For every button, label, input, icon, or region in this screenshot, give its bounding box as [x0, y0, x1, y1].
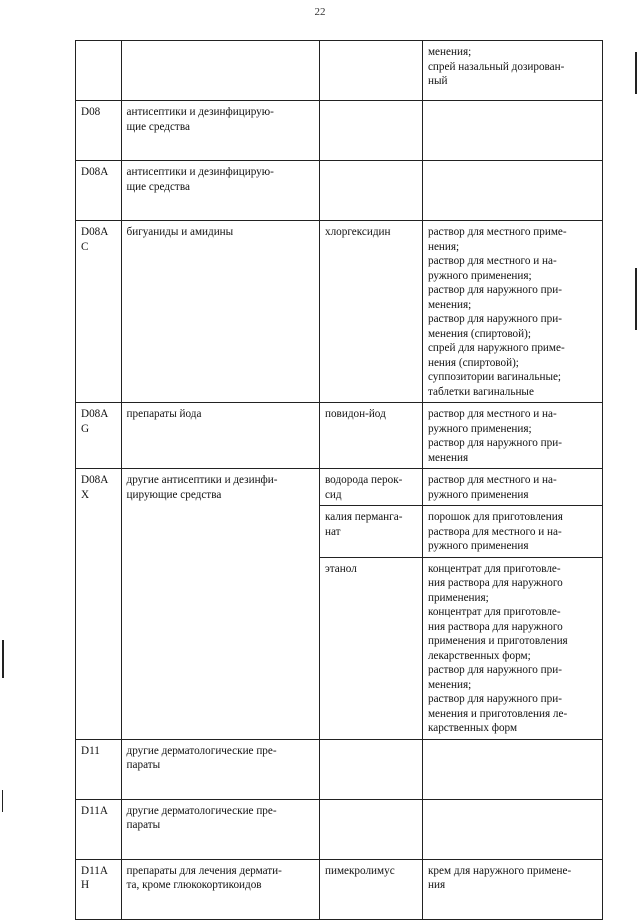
substance-cell: водорода перок- сид [319, 469, 422, 506]
substance-cell [319, 161, 422, 221]
scan-edge-mark [2, 790, 3, 812]
scan-edge-mark [635, 52, 637, 94]
dosage-forms-cell: концентрат для приготовле- ния раствора для наружного применения; концентрат для приготовле- ния раствора для наружного применения и приготовления лекарственных форм; раствор для наружного при- менения; раствор для наружного при- менения и приготовления ле- карственных форм [422, 557, 602, 739]
substance-cell [319, 799, 422, 859]
page-number: 22 [314, 6, 326, 18]
table-row [76, 469, 603, 506]
substance-cell [319, 41, 422, 101]
group-name-cell: антисептики и дезинфицирую- щие средства [121, 161, 319, 221]
dosage-forms-cell: порошок для приготовления раствора для местного и на- ружного применения [422, 506, 602, 558]
substance-cell [319, 739, 422, 799]
atc-code-cell: D11A [76, 799, 122, 859]
group-name-cell: другие антисептики и дезинфи- цирующие средства [121, 469, 319, 740]
table-row [76, 859, 603, 919]
atc-code-cell [76, 41, 122, 101]
table-row [76, 41, 603, 101]
substance-cell: повидон-йод [319, 403, 422, 469]
substance-cell: калия перманга- нат [319, 506, 422, 558]
dosage-forms-cell [422, 101, 602, 161]
group-name-cell: антисептики и дезинфицирую- щие средства [121, 101, 319, 161]
drug-classification-table [75, 40, 603, 920]
dosage-forms-cell: менения; спрей назальный дозирован- ный [422, 41, 602, 101]
dosage-forms-cell: раствор для местного и на- ружного применения [422, 469, 602, 506]
substance-cell: хлоргексидин [319, 221, 422, 403]
table-row [76, 799, 603, 859]
scan-edge-mark [2, 640, 4, 678]
substance-cell: пимекролимус [319, 859, 422, 919]
atc-code-cell: D08AC [76, 221, 122, 403]
scan-edge-mark [635, 268, 637, 330]
atc-code-cell: D11 [76, 739, 122, 799]
table-row [76, 161, 603, 221]
dosage-forms-cell: раствор для местного приме- нения; раствор для местного и на- ружного применения; раствор для наружного при- менения; раствор для наружного при- менения (спиртовой); спрей для наружного приме- нения (спиртовой); суппозитории вагинальные; таблетки вагинальные [422, 221, 602, 403]
table-row [76, 221, 603, 403]
atc-code-cell: D11AH [76, 859, 122, 919]
atc-code-cell: D08 [76, 101, 122, 161]
atc-code-cell: D08A [76, 161, 122, 221]
dosage-forms-cell [422, 161, 602, 221]
atc-code-cell: D08AG [76, 403, 122, 469]
dosage-forms-cell: раствор для местного и на- ружного применения; раствор для наружного при- менения [422, 403, 602, 469]
table-row [76, 739, 603, 799]
group-name-cell: другие дерматологические пре- параты [121, 799, 319, 859]
group-name-cell: препараты йода [121, 403, 319, 469]
group-name-cell: препараты для лечения дермати- та, кроме глюкокортикоидов [121, 859, 319, 919]
group-name-cell: другие дерматологические пре- параты [121, 739, 319, 799]
substance-cell: этанол [319, 557, 422, 739]
dosage-forms-cell [422, 799, 602, 859]
group-name-cell [121, 41, 319, 101]
substance-cell [319, 101, 422, 161]
table-row [76, 403, 603, 469]
table-row [76, 101, 603, 161]
dosage-forms-cell [422, 739, 602, 799]
dosage-forms-cell: крем для наружного примене- ния [422, 859, 602, 919]
group-name-cell: бигуаниды и амидины [121, 221, 319, 403]
atc-code-cell: D08AX [76, 469, 122, 740]
